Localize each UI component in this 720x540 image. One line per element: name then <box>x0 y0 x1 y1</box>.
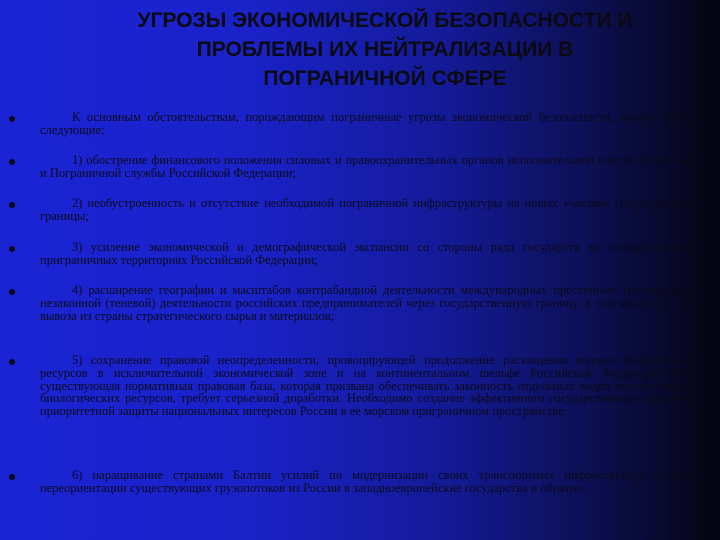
bullet-dot-icon <box>9 116 15 122</box>
bullet-text: 1) обострение финансового положения силовых и правоохранительных органов исполнительной власти, в том числе и Пограничной службы Российской Федерации; <box>40 153 704 180</box>
title-line-3: ПОГРАНИЧНОЙ СФЕРЕ <box>263 67 507 90</box>
bullet-item-1 <box>40 154 704 180</box>
bullet-dot-icon <box>9 246 15 252</box>
bullet-text: 2) необустроенность и отсутствие необходимой пограничной инфраструктуры на новых участках государственной границы; <box>40 196 704 223</box>
bullet-text: 3) усиление экономической и демографической экспансии со стороны ряда государств на соответствующих приграничных территориях Российской Федерации; <box>40 240 704 267</box>
bullet-item-4 <box>40 284 704 322</box>
bullet-item-intro <box>40 111 704 137</box>
bullet-text: 4) расширение географии и масштабов контрабандной деятельности международных преступных группировок и незаконной (теневой) деятельности российских предпринимателей через государственную границу, в том числе и в части вывоза из страны стратегического сырья и материалов; <box>40 283 704 323</box>
bullet-item-2 <box>40 197 704 223</box>
bullet-dot-icon <box>9 289 15 295</box>
bullet-text: 5) сохранение правовой неопределенности, провоцирующей продолжение расхищения водных биологических ресурсов в исключительной экономической зоне и на континентальном шельфе Российской Федерации. Ныне существующая нормативная правовая база, которая призвана обеспечивать законность отдельных видов охраны морских биологических ресурсов, требует серьезной доработки. Необходимо создание эффективного государственного механизма приоритетной защиты национальных интересов России в ее морском приграничном пространстве; <box>40 353 704 419</box>
bullet-dot-icon <box>9 359 15 365</box>
title-line-1: УГРОЗЫ ЭКОНОМИЧЕСКОЙ БЕЗОПАСНОСТИ И <box>137 9 633 32</box>
bullet-dot-icon <box>9 159 15 165</box>
bullet-item-6 <box>40 469 704 495</box>
bullet-item-3 <box>40 241 704 267</box>
title-line-2: ПРОБЛЕМЫ ИХ НЕЙТРАЛИЗАЦИИ В <box>196 38 574 61</box>
bullet-item-5 <box>40 354 704 418</box>
bullet-text: 6) наращивание странами Балтии усилий по модернизации своих транспортных инфраструктур с целью переориентации существующих грузопотоков из России в западноевропейские государства и обратно. <box>40 468 704 495</box>
bullet-dot-icon <box>9 202 15 208</box>
bullet-dot-icon <box>9 474 15 480</box>
bullet-text: К основным обстоятельствам, порождающим пограничные угрозы экономической безопасности, можно отнести следующие: <box>40 110 704 137</box>
